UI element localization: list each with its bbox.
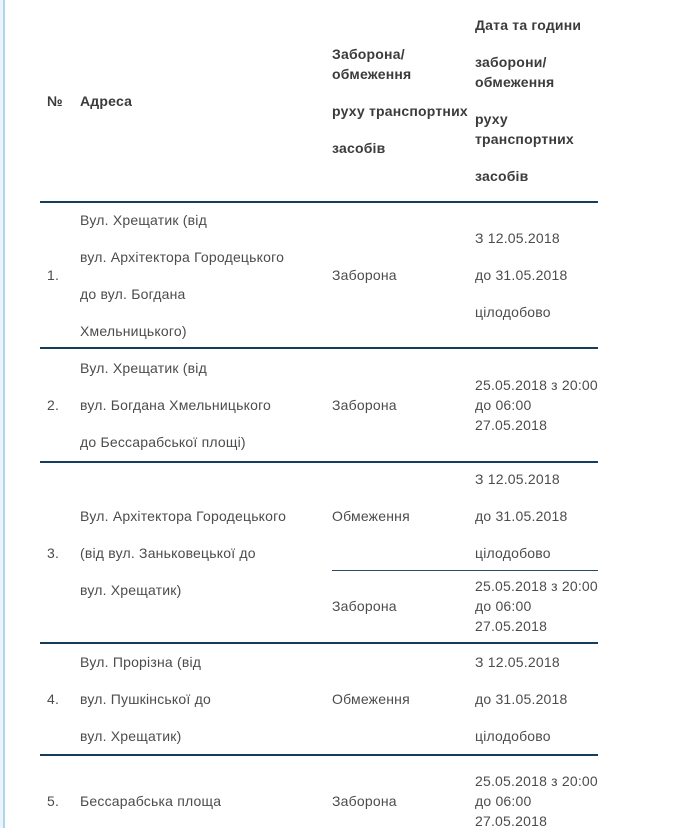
table-row — [40, 202, 598, 348]
dates-cell — [475, 643, 598, 755]
table-header — [40, 0, 598, 202]
dates-cell — [475, 462, 598, 570]
text-line: до вул. Богдана — [80, 285, 186, 302]
text-line: 25.05.2018 з 20:00 до 06:00 27.05.2018 — [475, 377, 598, 433]
text-line: Обмеження — [332, 508, 410, 525]
traffic-restrictions-table — [40, 0, 598, 828]
text-line: Адреса — [80, 92, 133, 109]
text-line: заборони/ обмеження — [475, 54, 555, 90]
column-header-number — [40, 0, 80, 202]
text-line: Заборона — [332, 598, 397, 615]
dates-cell — [475, 570, 598, 643]
text-line: руху транспортних — [332, 102, 468, 119]
text-line: вул. Хрещатик) — [80, 728, 182, 744]
table-row — [40, 755, 598, 828]
text-line: до Бессарабської площі) — [80, 434, 246, 450]
text-line: № — [47, 92, 63, 109]
text-line: З 12.05.2018 — [475, 230, 560, 246]
column-header-restriction — [332, 0, 475, 202]
text-line: Хмельницького) — [80, 322, 187, 339]
text-line: Дата та години — [475, 17, 582, 33]
address-cell — [80, 643, 332, 755]
restriction-cell — [332, 643, 475, 755]
address-cell — [80, 462, 332, 643]
column-header-address — [80, 0, 332, 202]
text-line: руху транспортних — [475, 111, 574, 147]
text-line: Заборона — [332, 267, 397, 283]
text-line: цілодобово — [475, 728, 551, 744]
text-line: Заборона — [332, 792, 397, 809]
header-row — [40, 0, 598, 202]
text-line: Бессарабська площа — [80, 792, 222, 809]
column-header-dates — [475, 0, 598, 202]
text-line: Заборона/ обмеження — [332, 45, 412, 82]
text-line: Вул. Архітектора Городецького — [80, 507, 287, 524]
text-line: вул. Архітектора Городецького — [80, 248, 285, 265]
table-row — [40, 643, 598, 755]
page-edge-line — [3, 0, 5, 828]
text-line: 25.05.2018 з 20:00 до 06:00 27.05.2018 — [475, 772, 598, 828]
row-number-cell: 5. — [40, 755, 80, 828]
text-line: Обмеження — [332, 691, 410, 707]
row-number-cell: 1. — [40, 202, 80, 348]
dates-cell — [475, 348, 598, 462]
text-line: вул. Хрещатик) — [80, 581, 182, 598]
restriction-cell — [332, 570, 475, 643]
row-number-cell: 3. — [40, 462, 80, 643]
text-line: 25.05.2018 з 20:00 до 06:00 27.05.2018 — [475, 578, 598, 635]
restriction-cell — [332, 755, 475, 828]
text-line: вул. Богдана Хмельницького — [80, 397, 272, 413]
text-line: З 12.05.2018 — [475, 471, 560, 488]
text-line: Заборона — [332, 397, 397, 413]
dates-cell — [475, 755, 598, 828]
table-row — [40, 348, 598, 462]
address-cell — [80, 348, 332, 462]
row-number-cell: 4. — [40, 643, 80, 755]
address-cell — [80, 202, 332, 348]
text-line: до 31.05.2018 — [475, 691, 568, 707]
text-line: до 31.05.2018 — [475, 267, 568, 283]
text-line: засобів — [332, 139, 386, 156]
text-line: З 12.05.2018 — [475, 654, 560, 670]
text-line: цілодобово — [475, 304, 551, 320]
text-line: Вул. Прорізна (від — [80, 654, 202, 670]
restriction-cell — [332, 462, 475, 570]
text-line: до 31.05.2018 — [475, 508, 568, 525]
text-line: Вул. Хрещатик (від — [80, 211, 207, 228]
table-body — [40, 202, 598, 828]
text-line: вул. Пушкінської до — [80, 691, 211, 707]
row-number-cell: 2. — [40, 348, 80, 462]
address-cell — [80, 755, 332, 828]
dates-cell — [475, 202, 598, 348]
text-line: цілодобово — [475, 545, 551, 562]
text-line: засобів — [475, 168, 529, 184]
text-line: (від вул. Заньковецької до — [80, 544, 256, 561]
table-row — [40, 462, 598, 570]
restriction-cell — [332, 202, 475, 348]
text-line: Вул. Хрещатик (від — [80, 360, 207, 376]
restriction-cell — [332, 348, 475, 462]
